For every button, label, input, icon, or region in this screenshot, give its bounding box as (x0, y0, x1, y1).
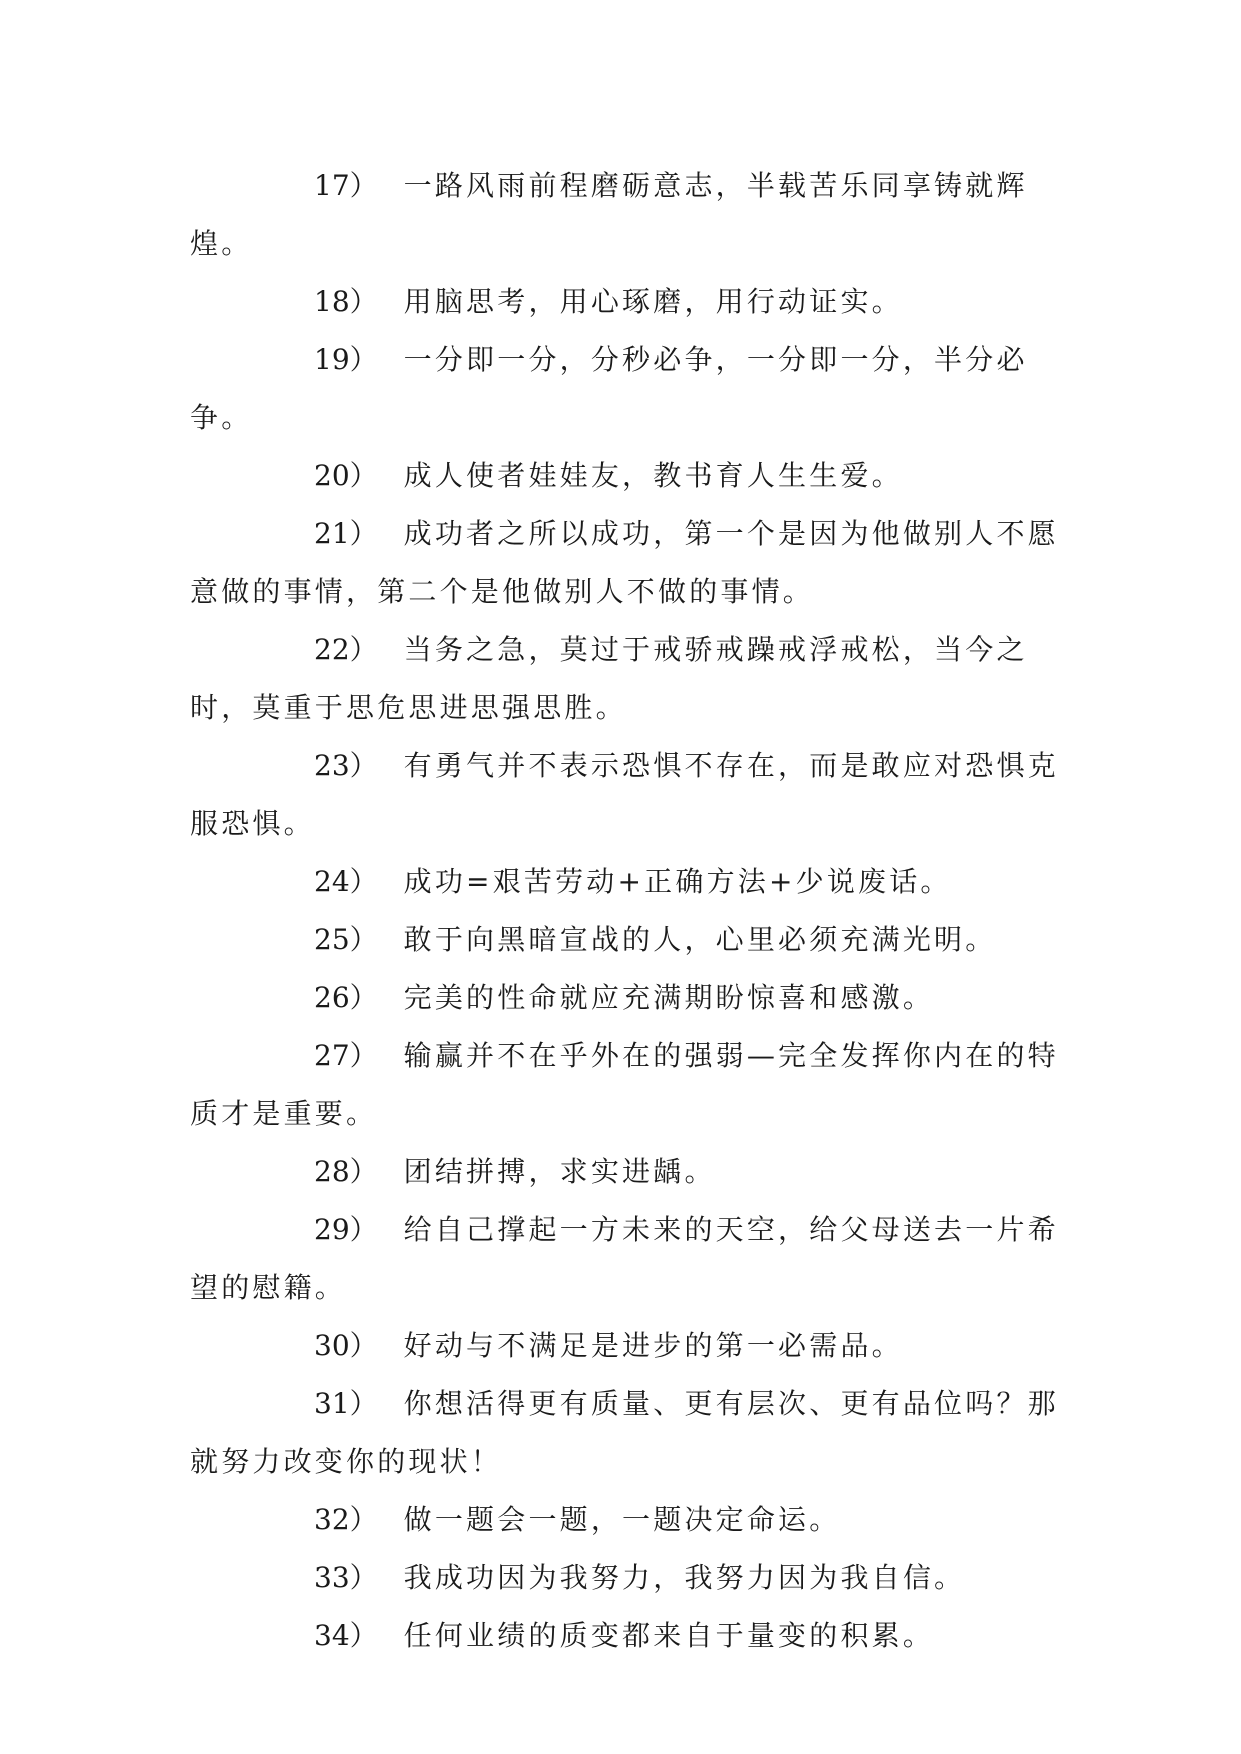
item-number: 33） (314, 1561, 378, 1594)
item-number: 18） (314, 285, 378, 318)
item-text: 敢于向黑暗宣战的人，心里必须充满光明。 (403, 923, 997, 956)
item-number: 17） (314, 169, 378, 202)
item-number: 28） (314, 1155, 378, 1188)
item-text: 有勇气并不表示恐惧不存在，而是敢应对恐惧克服恐惧。 (190, 749, 1059, 840)
item-number: 29） (314, 1213, 378, 1246)
item-number: 21） (314, 517, 378, 550)
list-item (190, 1143, 1070, 1201)
item-text: 一分即一分，分秒必争，一分即一分，半分必争。 (190, 343, 1028, 434)
item-text: 我成功因为我努力，我努力因为我自信。 (403, 1561, 966, 1594)
list-item (190, 1027, 1070, 1143)
quote-list (190, 157, 1070, 1665)
item-text: 好动与不满足是进步的第一必需品。 (403, 1329, 903, 1362)
item-text: 成人使者娃娃友，教书育人生生爱。 (403, 459, 903, 492)
item-text: 团结拼搏，求实进龋。 (403, 1155, 716, 1188)
item-number: 27） (314, 1039, 378, 1072)
list-item (190, 737, 1070, 853)
item-text: 用脑思考，用心琢磨，用行动证实。 (403, 285, 903, 318)
item-text: 成功者之所以成功，第一个是因为他做别人不愿意做的事情，第二个是他做别人不做的事情。 (190, 517, 1059, 608)
list-item (190, 447, 1070, 505)
list-item (190, 1491, 1070, 1549)
list-item (190, 1201, 1070, 1317)
item-number: 20） (314, 459, 378, 492)
item-number: 23） (314, 749, 378, 782)
item-text: 一路风雨前程磨砺意志，半载苦乐同享铸就辉煌。 (190, 169, 1028, 260)
list-item (190, 1607, 1070, 1665)
list-item (190, 853, 1070, 911)
item-text: 成功=艰苦劳动+正确方法+少说废话。 (403, 865, 952, 898)
list-item (190, 157, 1070, 273)
list-item (190, 1549, 1070, 1607)
item-number: 30） (314, 1329, 378, 1362)
item-number: 24） (314, 865, 378, 898)
list-item (190, 911, 1070, 969)
list-item (190, 1317, 1070, 1375)
list-item (190, 505, 1070, 621)
item-text: 给自己撑起一方未来的天空，给父母送去一片希望的慰籍。 (190, 1213, 1059, 1304)
item-number: 26） (314, 981, 378, 1014)
item-text: 做一题会一题，一题决定命运。 (403, 1503, 841, 1536)
item-number: 19） (314, 343, 378, 376)
list-item (190, 621, 1070, 737)
item-text: 当务之急，莫过于戒骄戒躁戒浮戒松，当今之时，莫重于思危思进思强思胜。 (190, 633, 1028, 724)
list-item (190, 273, 1070, 331)
item-text: 你想活得更有质量、更有层次、更有品位吗？那就努力改变你的现状！ (190, 1387, 1059, 1478)
item-text: 输赢并不在乎外在的强弱—完全发挥你内在的特质才是重要。 (190, 1039, 1059, 1130)
item-text: 任何业绩的质变都来自于量变的积累。 (403, 1619, 935, 1652)
list-item (190, 969, 1070, 1027)
item-number: 32） (314, 1503, 378, 1536)
item-number: 34） (314, 1619, 378, 1652)
list-item (190, 1375, 1070, 1491)
item-number: 25） (314, 923, 378, 956)
item-number: 31） (314, 1387, 378, 1420)
list-item (190, 331, 1070, 447)
item-number: 22） (314, 633, 378, 666)
item-text: 完美的性命就应充满期盼惊喜和感激。 (403, 981, 935, 1014)
